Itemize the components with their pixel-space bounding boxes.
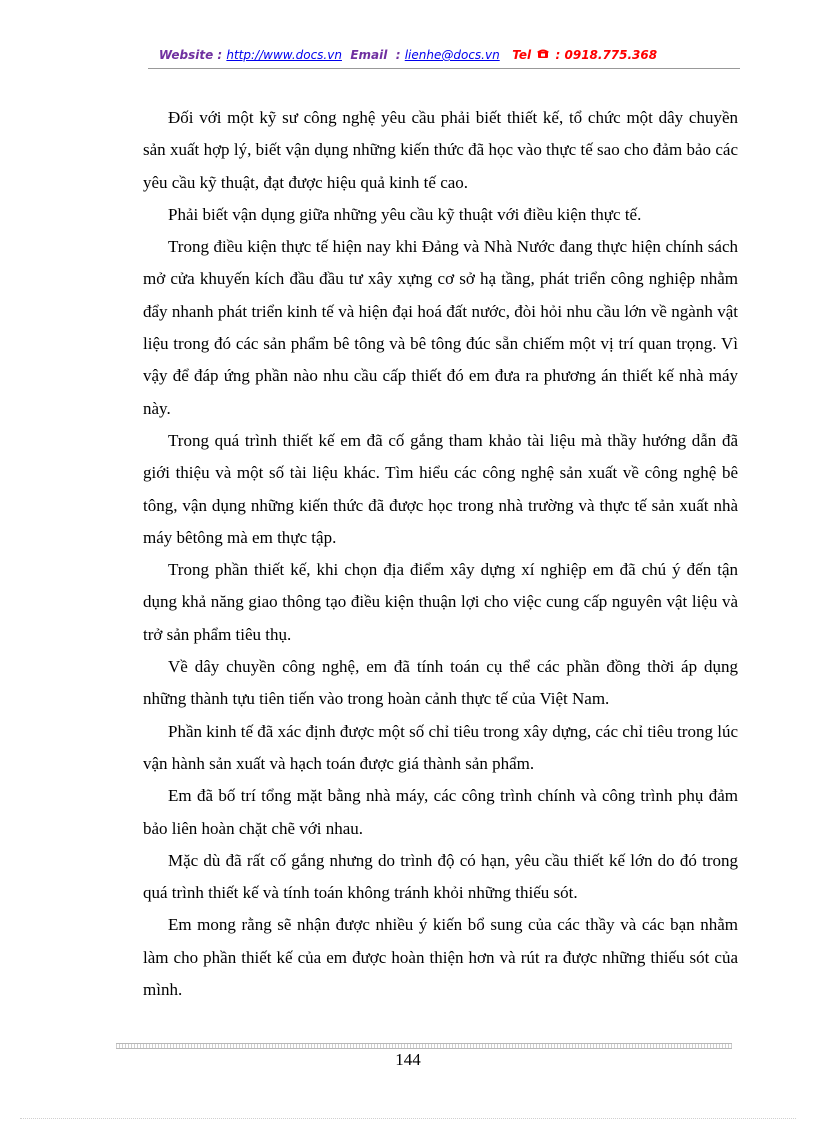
- document-body: [143, 102, 738, 1006]
- tel-number: : 0918.775.368: [555, 48, 658, 62]
- paragraph: Mặc dù đã rất cố gắng nhưng do trình độ có hạn, yêu cầu thiết kế lớn do đó trong quá trình thiết kế và tính toán không tránh khỏi những thiếu sót.: [143, 850, 738, 903]
- email-separator: :: [395, 48, 401, 62]
- email-label: Email: [350, 48, 388, 62]
- paragraph: Em mong rằng sẽ nhận được nhiều ý kiến bổ sung của các thầy và các bạn nhằm làm cho phần thiết kế của em được hoàn thiện hơn và rút ra được những thiếu sót của mình.: [143, 915, 738, 1000]
- page-header: [0, 48, 816, 62]
- paragraph: Về dây chuyền công nghệ, em đã tính toán cụ thể các phần đồng thời áp dụng những thành tựu tiên tiến vào trong hoàn cảnh thực tế của Việt Nam.: [143, 657, 738, 709]
- email-link[interactable]: lienhe@docs.vn: [404, 48, 500, 62]
- paragraph: Đối với một kỹ sư công nghệ yêu cầu phải biết thiết kế, tổ chức một dây chuyền sản xuất hợp lý, biết vận dụng những kiến thức đã học vào thực tế sao cho đảm bảo các yêu cầu kỹ thuật, đạt được hiệu quả kinh tế cao.: [143, 108, 738, 192]
- header-divider: [148, 68, 740, 69]
- paragraph: Em đã bố trí tổng mặt bằng nhà máy, các công trình chính và công trình phụ đảm bảo liên hoàn chặt chẽ với nhau.: [143, 786, 738, 838]
- tel-label: Tel: [512, 48, 532, 62]
- paragraph: Phải biết vận dụng giữa những yêu cầu kỹ thuật với điều kiện thực tế.: [168, 204, 642, 224]
- phone-icon: [537, 48, 549, 62]
- page-number: 144: [395, 1050, 421, 1069]
- website-label: Website :: [158, 48, 223, 62]
- paragraph: Phần kinh tế đã xác định được một số chỉ tiêu trong xây dựng, các chỉ tiêu trong lúc vận hành sản xuất và hạch toán được giá thành sản phẩm.: [143, 721, 738, 773]
- paragraph: Trong quá trình thiết kế em đã cố gắng tham khảo tài liệu mà thầy hướng dẫn đã giới thiệu và một số tài liệu khác. Tìm hiểu các công nghệ sản xuất về công nghệ bê tông, vận dụng những kiến thức đã được học trong nhà trường và thực tế sản xuất nhà máy bêtông mà em thực tập.: [143, 430, 738, 547]
- page-bottom-border: [20, 1118, 796, 1119]
- footer-divider: [116, 1043, 732, 1049]
- paragraph: Trong điều kiện thực tế hiện nay khi Đảng và Nhà Nước đang thực hiện chính sách mở cửa khuyến kích đầu đầu tư xây xựng cơ sở hạ tầng, phát triển công nghiệp nhằm đẩy nhanh phát triển kinh tế và hiện đại hoá đất nước, đòi hỏi nhu cầu lớn về ngành vật liệu trong đó các sản phẩm bê tông và bê tông đúc sẵn chiếm một vị trí quan trọng. Vì vậy để đáp ứng phần nào nhu cầu cấp thiết đó em đưa ra phương án thiết kế nhà máy này.: [143, 237, 738, 418]
- paragraph: Trong phần thiết kế, khi chọn địa điểm xây dựng xí nghiệp em đã chú ý đến tận dụng khả năng giao thông tạo điều kiện thuận lợi cho việc cung cấp nguyên vật liệu và trở sản phẩm tiêu thụ.: [143, 560, 738, 644]
- website-link[interactable]: http://www.docs.vn: [226, 48, 342, 62]
